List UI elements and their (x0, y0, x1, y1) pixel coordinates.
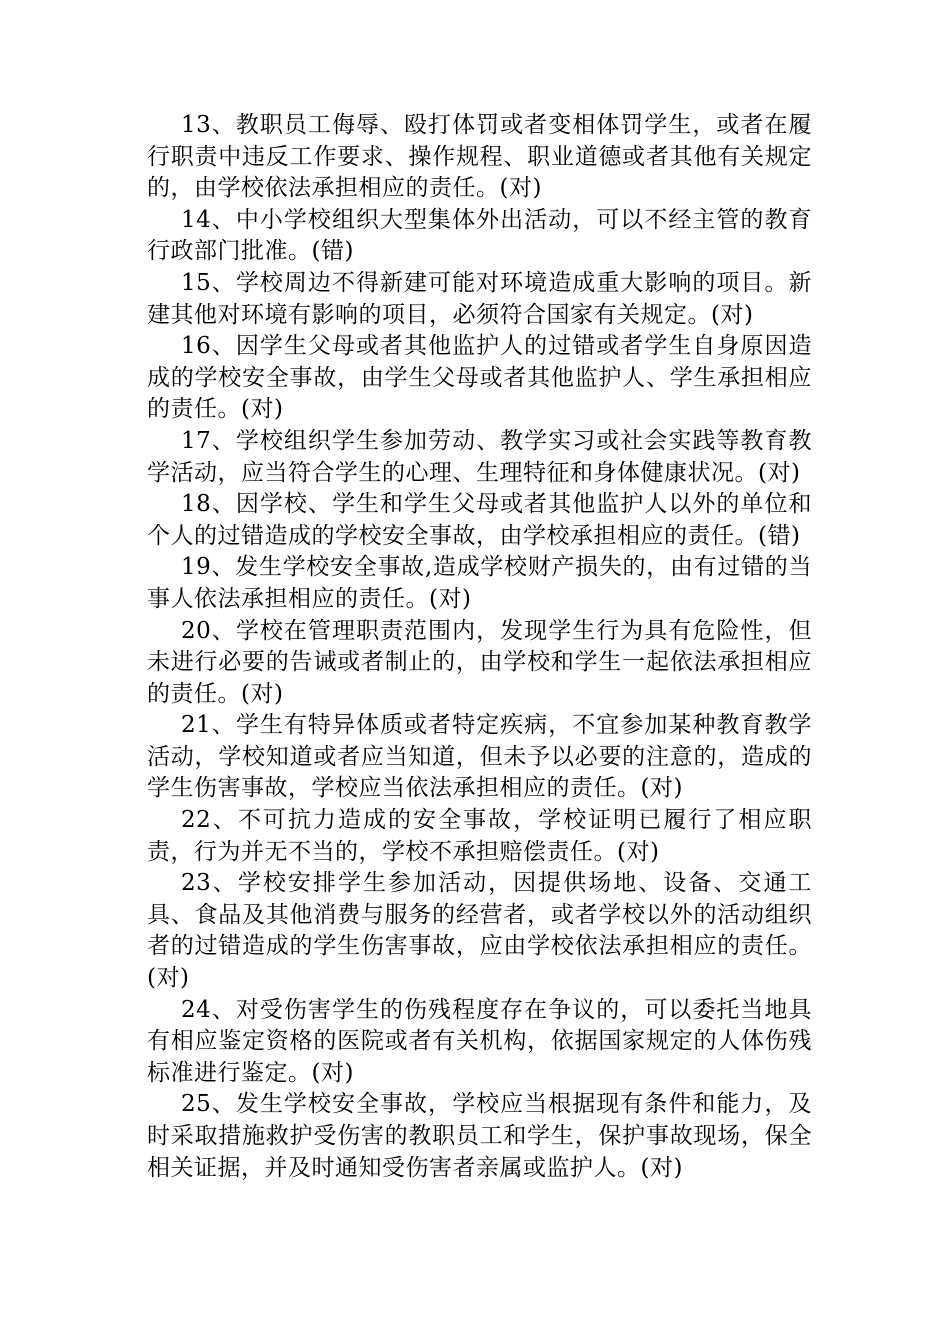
question-19: 19、发生学校安全事故,造成学校财产损失的，由有过错的当事人依法承担相应的责任。(对) (147, 554, 812, 612)
question-14: 14、中小学校组织大型集体外出活动，可以不经主管的教育行政部门批准。(错) (147, 206, 812, 265)
question-22: 22、不可抗力造成的安全事故，学校证明已履行了相应职责，行为并无不当的，学校不承担赔偿责任。(对) (147, 807, 812, 865)
question-13: 13、教职员工侮辱、殴打体罚或者变相体罚学生，或者在履行职责中违反工作要求、操作规程、职业道德或者其他有关规定的，由学校依法承担相应的责任。(对) (147, 112, 812, 202)
question-25: 25、发生学校安全事故，学校应当根据现有条件和能力，及时采取措施救护受伤害的教职员工和学生，保护事故现场，保全相关证据，并及时通知受伤害者亲属或监护人。(对) (147, 1091, 812, 1181)
question-21: 21、学生有特异体质或者特定疾病，不宜参加某种教育教学活动，学校知道或者应当知道，但未予以必要的注意的，造成的学生伤害事故，学校应当依法承担相应的责任。(对) (147, 712, 812, 802)
question-17: 17、学校组织学生参加劳动、教学实习或社会实践等教育教学活动，应当符合学生的心理、生理特征和身体健康状况。(对) (147, 427, 812, 486)
document-body (147, 110, 812, 1184)
question-15: 15、学校周边不得新建可能对环境造成重大影响的项目。新建其他对环境有影响的项目，必须符合国家有关规定。(对) (147, 269, 812, 328)
question-20: 20、学校在管理职责范围内，发现学生行为具有危险性，但未进行必要的告诫或者制止的，由学校和学生一起依法承担相应的责任。(对) (147, 617, 812, 707)
question-23: 23、学校安排学生参加活动，因提供场地、设备、交通工具、食品及其他消费与服务的经营者，或者学校以外的活动组织者的过错造成的学生伤害事故，应由学校依法承担相应的责任。(对) (147, 870, 812, 992)
question-24: 24、对受伤害学生的伤残程度存在争议的，可以委托当地具有相应鉴定资格的医院或者有关机构，依据国家规定的人体伤残标准进行鉴定。(对) (147, 996, 812, 1086)
question-16: 16、因学生父母或者其他监护人的过错或者学生自身原因造成的学校安全事故，由学生父母或者其他监护人、学生承担相应的责任。(对) (147, 333, 812, 423)
question-18: 18、因学校、学生和学生父母或者其他监护人以外的单位和个人的过错造成的学校安全事故，由学校承担相应的责任。(错) (147, 491, 812, 549)
